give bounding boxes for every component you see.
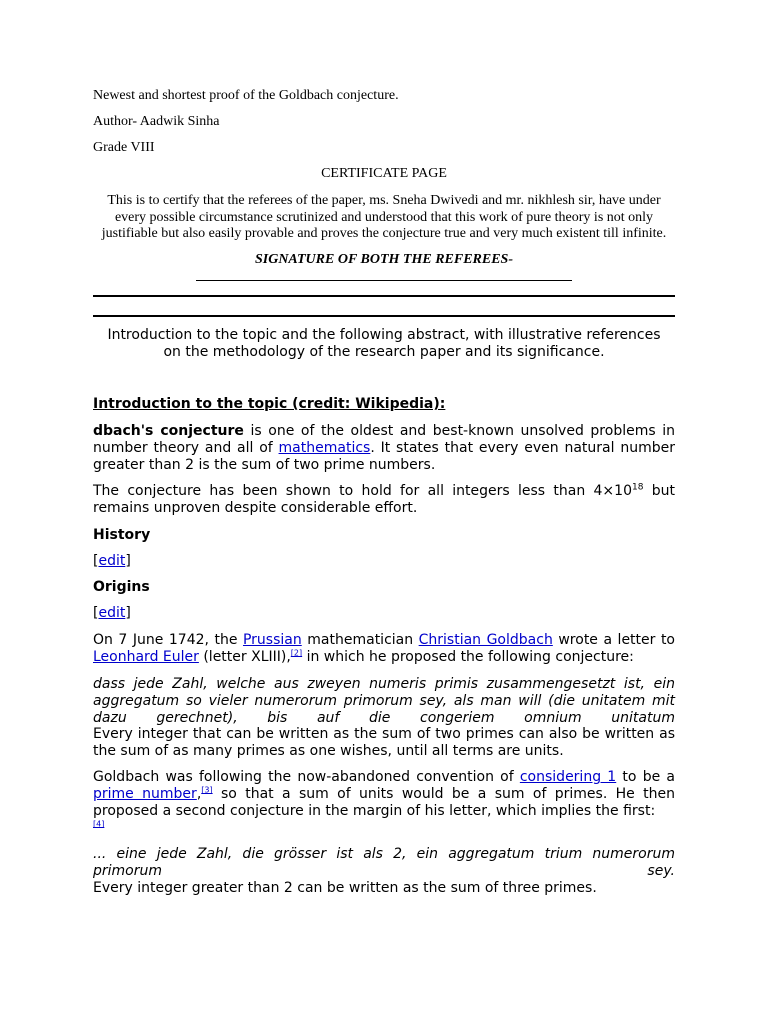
certificate-body: This is to certify that the referees of the paper, ms. Sneha Dwivedi and mr. nikhlesh sir, have under every possible circumstance scrutinized and understood that this work of pure theory is not only justifiable but also easily provable and proves the conjecture true and very much existent till infinite.: [101, 193, 667, 241]
convention-text-c: ,: [196, 786, 202, 802]
ref-2-link[interactable]: [2]: [290, 648, 303, 658]
ref-4-link[interactable]: [4]: [93, 819, 105, 829]
signature-line-row: [93, 268, 675, 286]
mathematics-link[interactable]: mathematics: [278, 440, 371, 456]
paragraph-intro-text-a: is one of the oldest and best-known unsolved problems in number theory and all of: [93, 423, 675, 456]
letter-text-a: On 7 June 1742, the: [93, 632, 243, 648]
convention-text-a: Goldbach was following the now-abandoned convention of: [93, 769, 520, 785]
wiki-heading: Introduction to the topic (credit: Wikipedia):: [93, 396, 446, 412]
certificate-heading: CERTIFICATE PAGE: [321, 166, 447, 181]
prussian-link[interactable]: Prussian: [242, 632, 302, 648]
paragraph-letter: [93, 632, 675, 666]
bottom-rule: [93, 315, 675, 317]
letter-text-e: in which he proposed the following conjecture:: [302, 649, 634, 665]
convention-text-d: so that a sum of units would be a sum of primes. He then proposed a second conjecture in the margin of his letter, which implies the first:: [93, 786, 676, 819]
paragraph-convention: [93, 769, 675, 837]
paragraph-intro-text-b: . It states that every even natural number greater than 2 is the sum of two prime numbers.: [93, 440, 675, 473]
top-rule: [93, 295, 675, 297]
signature-line: [196, 270, 572, 281]
prime-number-link[interactable]: prime number: [93, 786, 197, 802]
paper-title-line: Newest and shortest proof of the Goldbach conjecture.: [93, 88, 399, 103]
bracket-open: [: [93, 605, 99, 621]
paragraph-intro: [93, 423, 675, 474]
exponent: 18: [631, 482, 644, 493]
verification-text-b: but remains unproven despite considerable effort.: [93, 483, 675, 516]
quote-2-original: ... eine jede Zahl, die grösser ist als 2, ein aggregatum trium numerorum primorum sey.: [93, 846, 675, 879]
signature-label: SIGNATURE OF BOTH THE REFEREES-: [254, 252, 514, 267]
grade-line: Grade VIII: [93, 140, 155, 155]
term-bold: dbach's conjecture: [93, 423, 244, 439]
letter-text-b: mathematician: [301, 632, 419, 648]
quote-1-original: dass jede Zahl, welche aus zweyen numeris primis zusammengesetzt ist, ein aggregatum so vieler numerorum primorum sey, als man will (die unitatem mit dazu gerechnet), bis auf die congeriem omnium unitatum: [93, 676, 675, 726]
bracket-close: ]: [125, 553, 131, 569]
paragraph-verification: [93, 483, 675, 517]
letter-text-d: (letter XLIII),: [198, 649, 291, 665]
history-heading: History: [93, 527, 151, 543]
verification-text-a: The conjecture has been shown to hold for all integers less than 4×10: [93, 483, 632, 499]
ref-3-link[interactable]: [3]: [201, 785, 213, 795]
origins-edit-row: [93, 605, 675, 622]
considering-1-link[interactable]: considering 1: [519, 769, 617, 785]
letter-text-c: wrote a letter to: [552, 632, 675, 648]
quote-2-translation: Every integer greater than 2 can be written as the sum of three primes.: [93, 880, 597, 896]
origins-heading: Origins: [93, 579, 150, 595]
author-line: Author- Aadwik Sinha: [93, 114, 220, 129]
bracket-open: [: [93, 553, 99, 569]
leonhard-euler-link[interactable]: Leonhard Euler: [93, 649, 199, 665]
convention-text-b: to be a: [616, 769, 675, 785]
christian-goldbach-link[interactable]: Christian Goldbach: [418, 632, 553, 648]
history-edit-link[interactable]: edit: [98, 553, 126, 569]
intro-box-text: Introduction to the topic and the following abstract, with illustrative references on the methodology of the research paper and its significance.: [107, 327, 661, 360]
quote-1-translation: Every integer that can be written as the sum of two primes can also be written as the sum of as many primes as one wishes, until all terms are units.: [93, 726, 675, 759]
history-edit-row: [93, 553, 675, 570]
origins-edit-link[interactable]: edit: [98, 605, 126, 621]
bracket-close: ]: [125, 605, 131, 621]
